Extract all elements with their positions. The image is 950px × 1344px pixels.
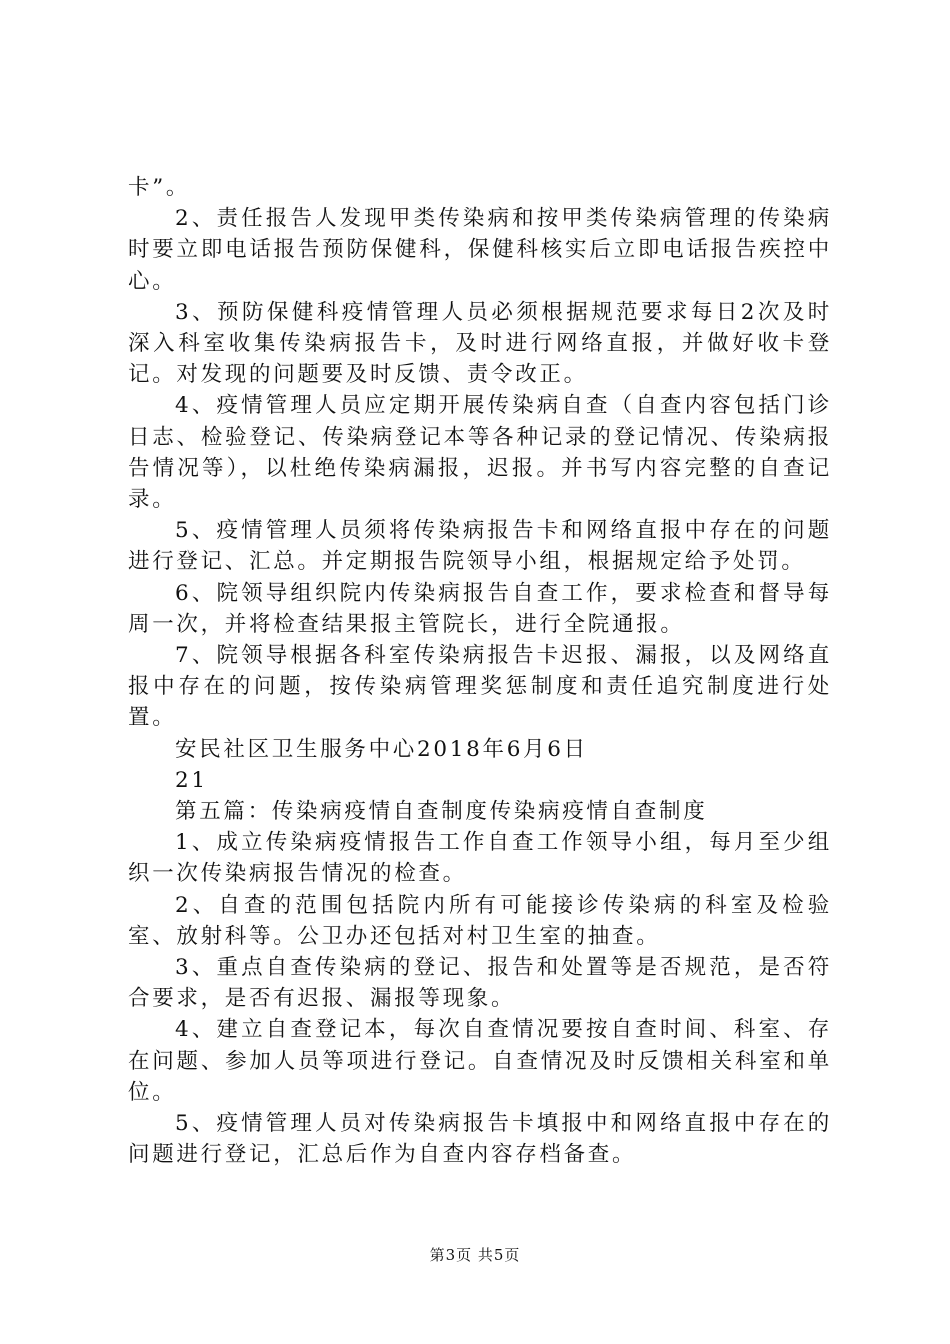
paragraph-item-4: 4、建立自查登记本，每次自查情况要按自查时间、科室、存在问题、参加人员等项进行登记。自查情况及时反馈相关科室和单位。 (128, 1017, 832, 1105)
paragraph-item-2: 2、责任报告人发现甲类传染病和按甲类传染病管理的传染病时要立即电话报告预防保健科，保健科核实后立即电话报告疾控中心。 (128, 206, 832, 294)
document-body (128, 172, 832, 1171)
section-number: 21 (175, 767, 208, 793)
paragraph-item-1: 1、成立传染病疫情报告工作自查工作领导小组，每月至少组织一次传染病报告情况的检查。 (128, 830, 832, 887)
paragraph-item-4: 4、疫情管理人员应定期开展传染病自查（自查内容包括门诊日志、检验登记、传染病登记本等各种记录的登记情况、传染病报告情况等），以杜绝传染病漏报，迟报。并书写内容完整的自查记录。 (128, 393, 832, 513)
paragraph-item-7: 7、院领导根据各科室传染病报告卡迟报、漏报，以及网络直报中存在的问题，按传染病管理奖惩制度和责任追究制度进行处置。 (128, 643, 832, 731)
page-footer: 第3页 共5页 (429, 1246, 521, 1264)
paragraph-item-3: 3、重点自查传染病的登记、报告和处置等是否规范，是否符合要求，是否有迟报、漏报等现象。 (128, 955, 832, 1012)
paragraph-item-5: 5、疫情管理人员对传染病报告卡填报中和网络直报中存在的问题进行登记，汇总后作为自查内容存档备查。 (128, 1111, 832, 1168)
paragraph-item-2: 2、自查的范围包括院内所有可能接诊传染病的科室及检验室、放射科等。公卫办还包括对村卫生室的抽查。 (128, 892, 832, 949)
section-title: 第五篇：传染病疫情自查制度传染病疫情自查制度 (175, 799, 708, 825)
paragraph-item-6: 6、院领导组织院内传染病报告自查工作，要求检查和督导每周一次，并将检查结果报主管院长，进行全院通报。 (128, 580, 832, 637)
paragraph-continuation: 卡”。 (128, 175, 191, 200)
signature-line: 安民社区卫生服务中心2018年6月6日 (175, 736, 588, 762)
paragraph-item-3: 3、预防保健科疫情管理人员必须根据规范要求每日2次及时深入科室收集传染病报告卡，及时进行网络直报，并做好收卡登记。对发现的问题要及时反馈、责令改正。 (128, 299, 832, 388)
paragraph-item-5: 5、疫情管理人员须将传染病报告卡和网络直报中存在的问题进行登记、汇总。并定期报告院领导小组，根据规定给予处罚。 (128, 518, 832, 575)
